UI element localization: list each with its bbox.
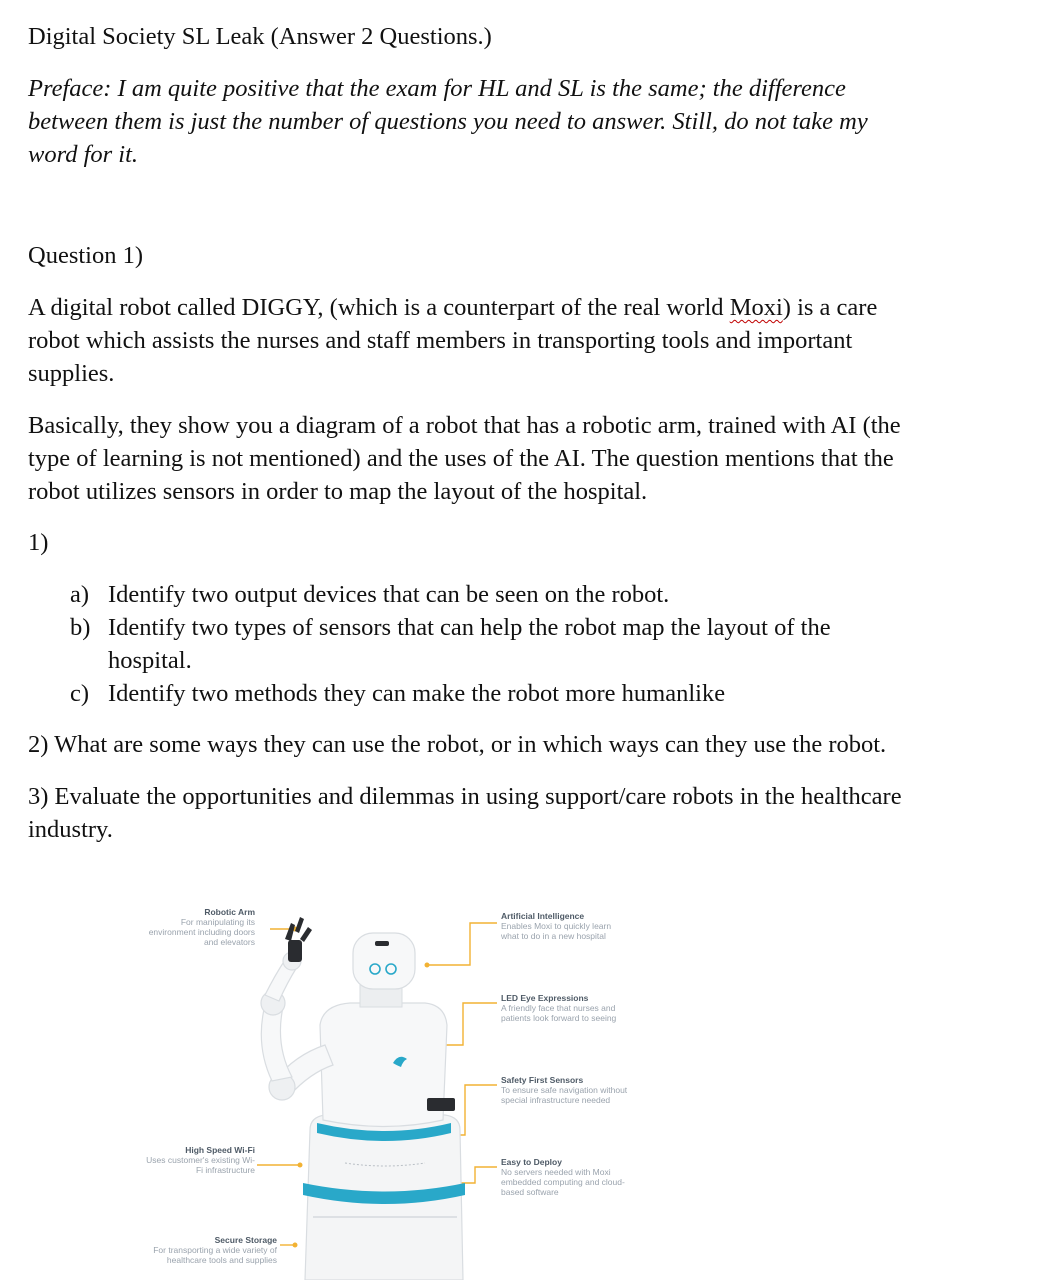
robot-diagram: [145, 895, 650, 1280]
subitem-b-text-cont: hospital.: [108, 647, 192, 674]
paragraph1-text: A digital robot called DIGGY, (which is a counterpart of the real world: [28, 294, 730, 321]
paragraph2-line-1: Basically, they show you a diagram of a robot that has a robotic arm, trained with AI (the: [28, 412, 901, 439]
paragraph1-line-2: robot which assists the nurses and staff members in transporting tools and important: [28, 327, 853, 354]
callout-ai: Artificial Intelligence Enables Moxi to quickly learn what to do in a new hospital: [501, 911, 612, 941]
subitem-b-label: b): [70, 614, 91, 641]
subitem-a-text: Identify two output devices that can be seen on the robot.: [108, 581, 670, 608]
subitem-c-text: Identify two methods they can make the robot more humanlike: [108, 680, 726, 707]
callout-robotic-arm: Robotic Arm For manipulating its environment including doors and elevators: [148, 907, 255, 947]
item-2: 2) What are some ways they can use the robot, or in which ways can they use the robot.: [28, 731, 887, 758]
paragraph1-line-3: supplies.: [28, 360, 115, 387]
preface-line-2: between them is just the number of questions you need to answer. Still, do not take my: [28, 108, 868, 135]
callout-wifi: High Speed Wi-Fi Uses customer's existing Wi-Fi infrastructure: [146, 1145, 255, 1175]
paragraph2-line-3: robot utilizes sensors in order to map the layout of the hospital.: [28, 478, 648, 505]
callout-easy-deploy: Easy to Deploy No servers needed with Moxi embedded computing and cloud-based software: [501, 1157, 625, 1197]
subitem-c-label: c): [70, 680, 90, 707]
paragraph1-line-1: [28, 291, 877, 324]
callout-led-eyes: LED Eye Expressions A friendly face that nurses and patients look forward to seeing: [501, 993, 617, 1023]
paragraph2-line-2: type of learning is not mentioned) and the uses of the AI. The question mentions that the: [28, 445, 894, 472]
item-3-line-1: 3) Evaluate the opportunities and dilemmas in using support/care robots in the healthcare: [28, 783, 902, 810]
gripper-icon: [285, 917, 312, 962]
subitem-a-label: a): [70, 581, 90, 608]
subitem-b-text: Identify two types of sensors that can help the robot map the layout of the: [108, 614, 831, 641]
callout-storage: Secure Storage For transporting a wide variety of healthcare tools and supplies: [153, 1235, 277, 1265]
item-3-line-2: industry.: [28, 816, 113, 843]
preface-line-1: Preface: I am quite positive that the exam for HL and SL is the same; the difference: [28, 75, 846, 102]
document-title: Digital Society SL Leak (Answer 2 Questions.): [28, 23, 492, 50]
torso-dark-panel: [427, 1098, 455, 1111]
paragraph1-text-end: ) is a care: [782, 294, 878, 321]
callout-safety-sensors: Safety First Sensors To ensure safe navigation without special infrastructure needed: [501, 1075, 628, 1105]
item-1-number: 1): [28, 529, 49, 556]
spellcheck-word: Moxi: [729, 294, 783, 321]
question-heading: Question 1): [28, 242, 143, 269]
preface-line-3: word for it.: [28, 141, 139, 168]
